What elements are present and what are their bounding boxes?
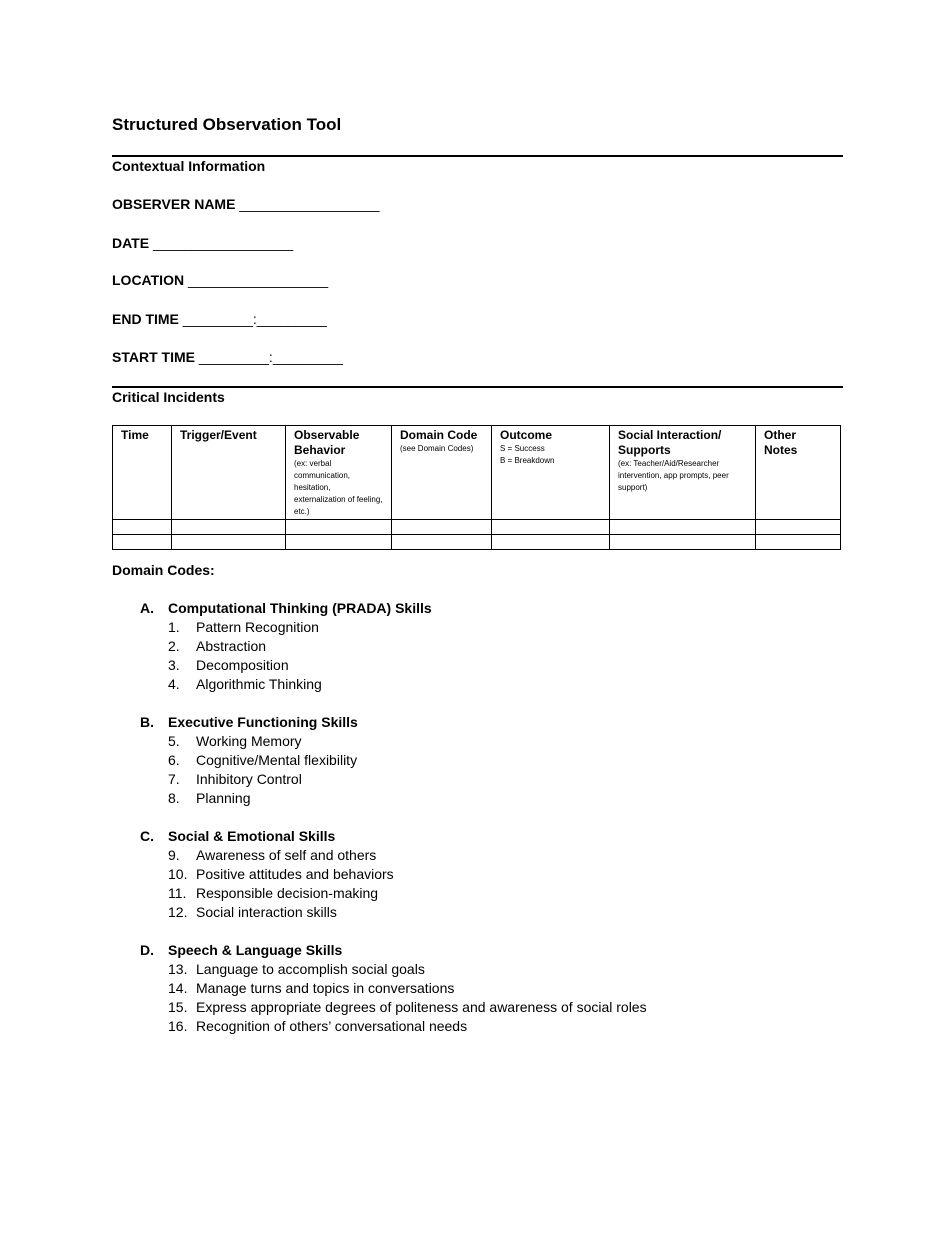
field-blank: _________:_________ bbox=[198, 349, 343, 365]
group-name: Computational Thinking (PRADA) Skills bbox=[168, 600, 432, 616]
incidents-table bbox=[112, 425, 841, 550]
list-item bbox=[140, 732, 860, 751]
item-number: 11. bbox=[168, 885, 187, 901]
item-text: Recognition of others’ conversational needs bbox=[196, 1018, 468, 1034]
item-text: Manage turns and topics in conversations bbox=[196, 980, 455, 996]
item-text: Language to accomplish social goals bbox=[196, 961, 425, 977]
field-blank: __________________ bbox=[152, 235, 294, 251]
item-number: 7. bbox=[168, 771, 180, 787]
list-item bbox=[140, 637, 860, 656]
item-text: Algorithmic Thinking bbox=[196, 676, 322, 692]
table-cell[interactable] bbox=[492, 535, 610, 550]
list-item bbox=[140, 770, 860, 789]
table-row bbox=[113, 520, 841, 535]
item-text: Pattern Recognition bbox=[196, 619, 319, 635]
column-header-social-interaction bbox=[610, 426, 756, 520]
domain-group-b bbox=[140, 713, 860, 808]
column-subtitle: (see Domain Codes) bbox=[400, 444, 474, 453]
item-text: Abstraction bbox=[196, 638, 267, 654]
item-number: 6. bbox=[168, 752, 180, 768]
list-item bbox=[140, 789, 860, 808]
column-header-other-notes bbox=[756, 426, 841, 520]
item-text: Positive attitudes and behaviors bbox=[196, 866, 394, 882]
column-subtitle: (ex: Teacher/Aid/Researcher intervention, app prompts, peer support) bbox=[618, 459, 729, 492]
field-label: START TIME bbox=[112, 349, 195, 365]
list-item bbox=[140, 846, 860, 865]
item-number: 15. bbox=[168, 999, 188, 1015]
list-item bbox=[140, 751, 860, 770]
item-number: 13. bbox=[168, 961, 188, 977]
column-title: Observable Behavior bbox=[294, 428, 360, 457]
item-number: 4. bbox=[168, 676, 180, 692]
table-cell[interactable] bbox=[172, 520, 286, 535]
domain-group-c bbox=[140, 827, 860, 922]
item-number: 2. bbox=[168, 638, 180, 654]
table-cell[interactable] bbox=[286, 520, 392, 535]
group-title bbox=[140, 941, 860, 960]
field-blank: _________:_________ bbox=[182, 311, 327, 327]
column-title: Other Notes bbox=[764, 428, 798, 457]
field-label: END TIME bbox=[112, 311, 179, 327]
start-time-field[interactable] bbox=[112, 349, 343, 365]
item-text: Planning bbox=[196, 790, 251, 806]
table-cell[interactable] bbox=[392, 520, 492, 535]
group-letter: C. bbox=[140, 828, 154, 844]
location-field[interactable] bbox=[112, 272, 328, 288]
group-letter: D. bbox=[140, 942, 154, 958]
item-text: Inhibitory Control bbox=[196, 771, 302, 787]
column-title: Trigger/Event bbox=[180, 428, 257, 442]
domain-group-a bbox=[140, 599, 860, 694]
item-text: Express appropriate degrees of politeness and awareness of social roles bbox=[196, 999, 647, 1015]
column-subtitle: (ex: verbal communication, hesitation, externalization of feeling, etc.) bbox=[294, 459, 383, 516]
column-header-trigger-event bbox=[172, 426, 286, 520]
table-cell[interactable] bbox=[610, 520, 756, 535]
table-cell[interactable] bbox=[610, 535, 756, 550]
date-field[interactable] bbox=[112, 235, 293, 251]
list-item bbox=[140, 979, 860, 998]
end-time-field[interactable] bbox=[112, 311, 327, 327]
section-divider bbox=[112, 155, 843, 157]
item-number: 9. bbox=[168, 847, 180, 863]
item-text: Working Memory bbox=[196, 733, 302, 749]
section-divider bbox=[112, 386, 843, 388]
list-item bbox=[140, 618, 860, 637]
item-number: 10. bbox=[168, 866, 188, 882]
item-text: Cognitive/Mental flexibility bbox=[196, 752, 358, 768]
list-item bbox=[140, 903, 860, 922]
table-cell[interactable] bbox=[113, 520, 172, 535]
column-title: Domain Code bbox=[400, 428, 478, 442]
list-item bbox=[140, 865, 860, 884]
group-letter: B. bbox=[140, 714, 154, 730]
observer-name-field[interactable] bbox=[112, 196, 379, 212]
field-blank: __________________ bbox=[239, 196, 380, 212]
group-name: Social & Emotional Skills bbox=[168, 828, 336, 844]
column-header-domain-code bbox=[392, 426, 492, 520]
column-title: Outcome bbox=[500, 428, 553, 442]
document-title: Structured Observation Tool bbox=[112, 115, 342, 134]
item-number: 5. bbox=[168, 733, 180, 749]
group-title bbox=[140, 713, 860, 732]
list-item bbox=[140, 960, 860, 979]
column-header-outcome bbox=[492, 426, 610, 520]
item-text: Responsible decision-making bbox=[196, 885, 379, 901]
group-title bbox=[140, 827, 860, 846]
item-number: 3. bbox=[168, 657, 180, 673]
table-cell[interactable] bbox=[756, 535, 841, 550]
item-number: 8. bbox=[168, 790, 180, 806]
column-title: Social Interaction/ Supports bbox=[618, 428, 722, 457]
table-header-row bbox=[113, 426, 841, 520]
item-text: Decomposition bbox=[196, 657, 289, 673]
item-text: Social interaction skills bbox=[196, 904, 337, 920]
table-cell[interactable] bbox=[286, 535, 392, 550]
group-name: Speech & Language Skills bbox=[168, 942, 343, 958]
item-number: 1. bbox=[168, 619, 180, 635]
list-item bbox=[140, 884, 860, 903]
table-row bbox=[113, 535, 841, 550]
column-subtitle: S = Success B = Breakdown bbox=[500, 444, 555, 465]
table-cell[interactable] bbox=[113, 535, 172, 550]
table-cell[interactable] bbox=[172, 535, 286, 550]
field-blank: __________________ bbox=[187, 272, 329, 288]
field-label: DATE bbox=[112, 235, 150, 251]
domain-group-d bbox=[140, 941, 860, 1036]
column-header-observable-behavior bbox=[286, 426, 392, 520]
column-header-time bbox=[113, 426, 172, 520]
list-item bbox=[140, 675, 860, 694]
list-item bbox=[140, 656, 860, 675]
contextual-heading: Contextual Information bbox=[112, 158, 266, 174]
table-cell[interactable] bbox=[392, 535, 492, 550]
table-cell[interactable] bbox=[756, 520, 841, 535]
field-label: LOCATION bbox=[112, 272, 185, 288]
incidents-heading: Critical Incidents bbox=[112, 389, 225, 405]
item-text: Awareness of self and others bbox=[196, 847, 377, 863]
group-name: Executive Functioning Skills bbox=[168, 714, 358, 730]
column-title: Time bbox=[121, 428, 149, 442]
group-letter: A. bbox=[140, 600, 154, 616]
list-item bbox=[140, 1017, 860, 1036]
table-cell[interactable] bbox=[492, 520, 610, 535]
item-number: 16. bbox=[168, 1018, 188, 1034]
list-item bbox=[140, 998, 860, 1017]
field-label: OBSERVER NAME bbox=[112, 196, 236, 212]
domain-codes-heading: Domain Codes: bbox=[112, 562, 215, 578]
group-title bbox=[140, 599, 860, 618]
item-number: 12. bbox=[168, 904, 188, 920]
item-number: 14. bbox=[168, 980, 188, 996]
